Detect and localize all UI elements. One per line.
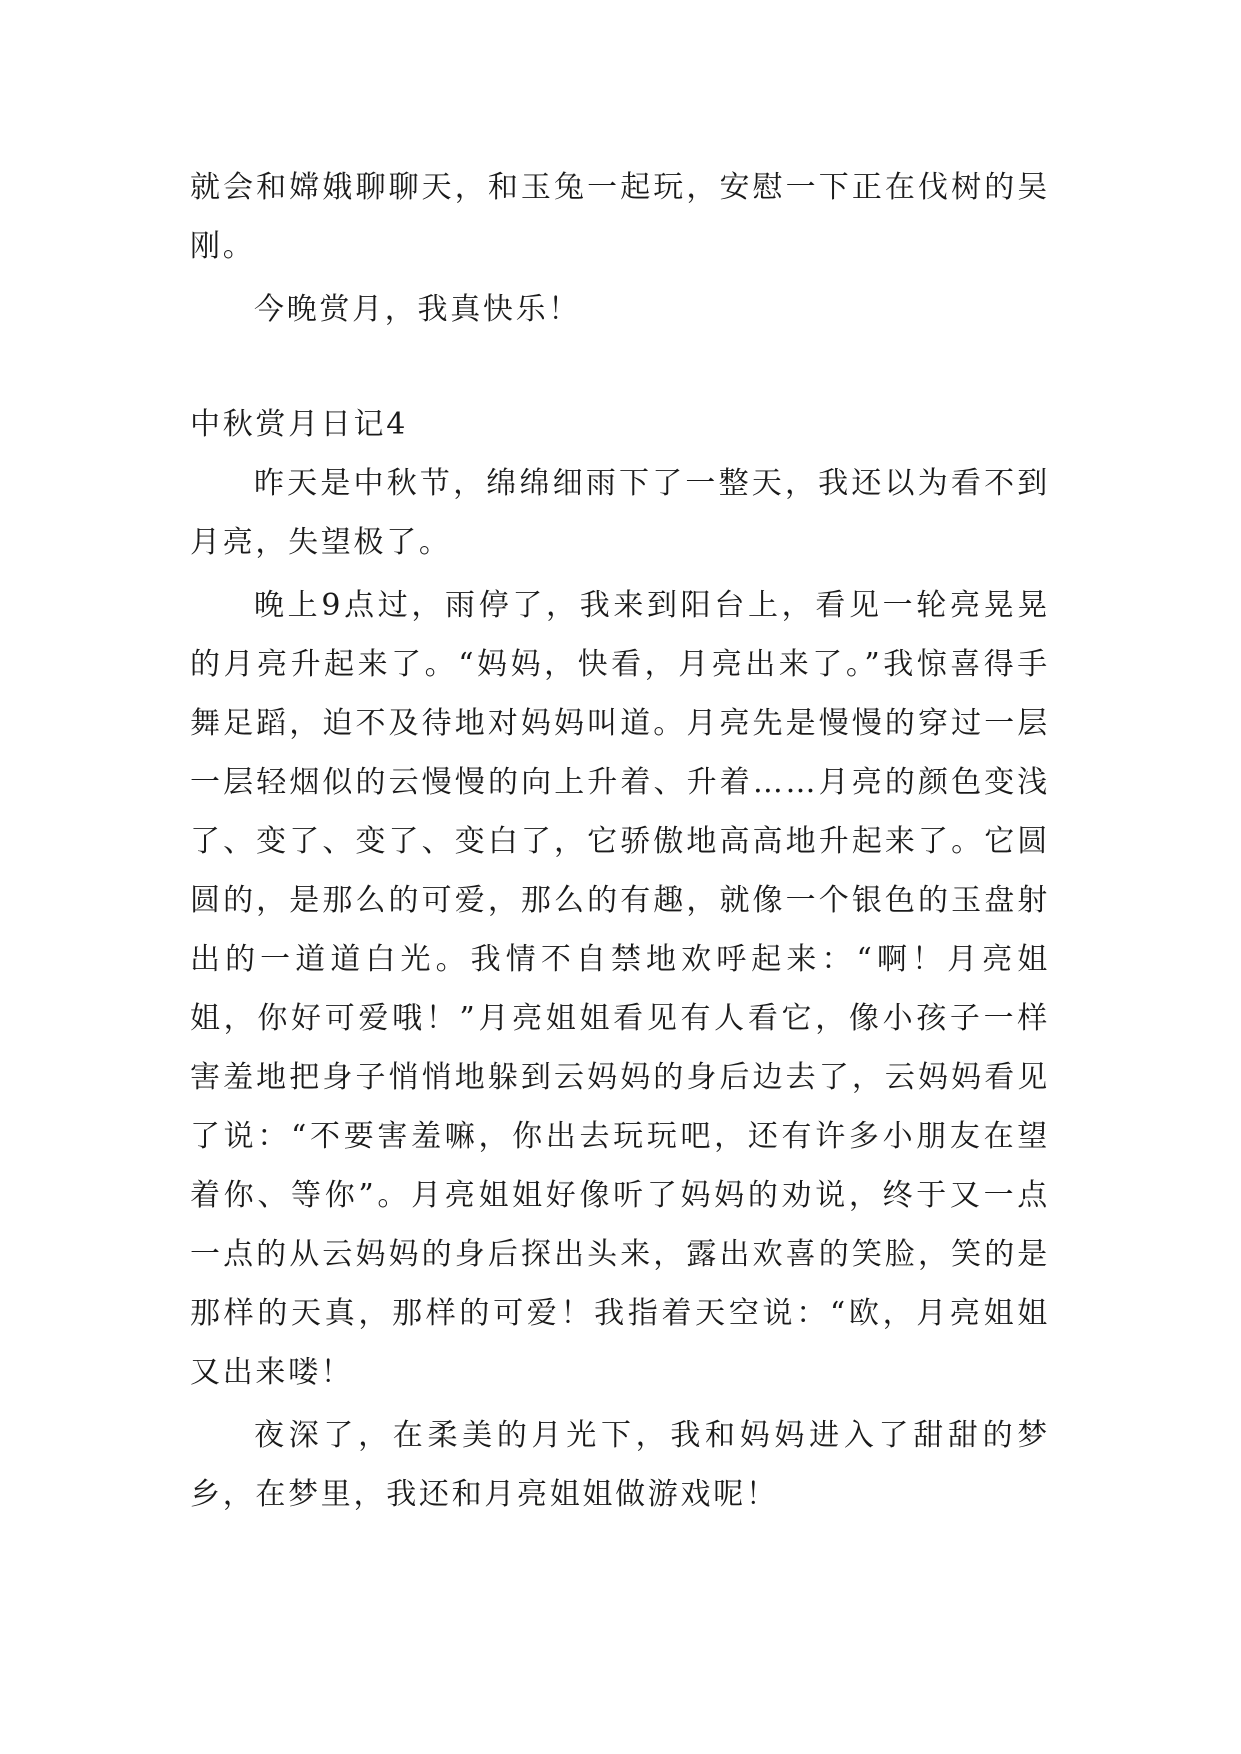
document-body [190, 158, 1050, 1524]
closing-line: 今晚赏月，我真快乐！ [254, 292, 581, 327]
section-gap [190, 339, 1050, 395]
continued-paragraph: 就会和嫦娥聊聊天，和玉兔一起玩，安慰一下正在伐树的吴刚。 [190, 170, 1050, 264]
paragraph-1: 昨天是中秋节，绵绵细雨下了一整天，我还以为看不到月亮，失望极了。 [190, 466, 1050, 560]
paragraph-2: 晚上9点过，雨停了，我来到阳台上，看见一轮亮晃晃的月亮升起来了。“妈妈，快看，月亮出来了。”我惊喜得手舞足蹈，迫不及待地对妈妈叫道。月亮先是慢慢的穿过一层一层轻烟似的云慢慢的向上升着、升着……月亮的颜色变浅了、变了、变了、变白了，它骄傲地高高地升起来了。它圆圆的，是那么的可爱，那么的有趣，就像一个银色的玉盘射出的一道道白光。我情不自禁地欢呼起来：“啊！月亮姐姐，你好可爱哦！”月亮姐姐看见有人看它，像小孩子一样害羞地把身子悄悄地躲到云妈妈的身后边去了，云妈妈看见了说：“不要害羞嘛，你出去玩玩吧，还有许多小朋友在望着你、等你”。月亮姐姐好像听了妈妈的劝说，终于又一点一点的从云妈妈的身后探出头来，露出欢喜的笑脸，笑的是那样的天真，那样的可爱！我指着天空说：“欧，月亮姐姐又出来喽！ [190, 588, 1050, 1390]
section-title: 中秋赏月日记4 [190, 407, 408, 442]
paragraph-3: 夜深了，在柔美的月光下，我和妈妈进入了甜甜的梦乡，在梦里，我还和月亮姐姐做游戏呢！ [190, 1418, 1050, 1512]
